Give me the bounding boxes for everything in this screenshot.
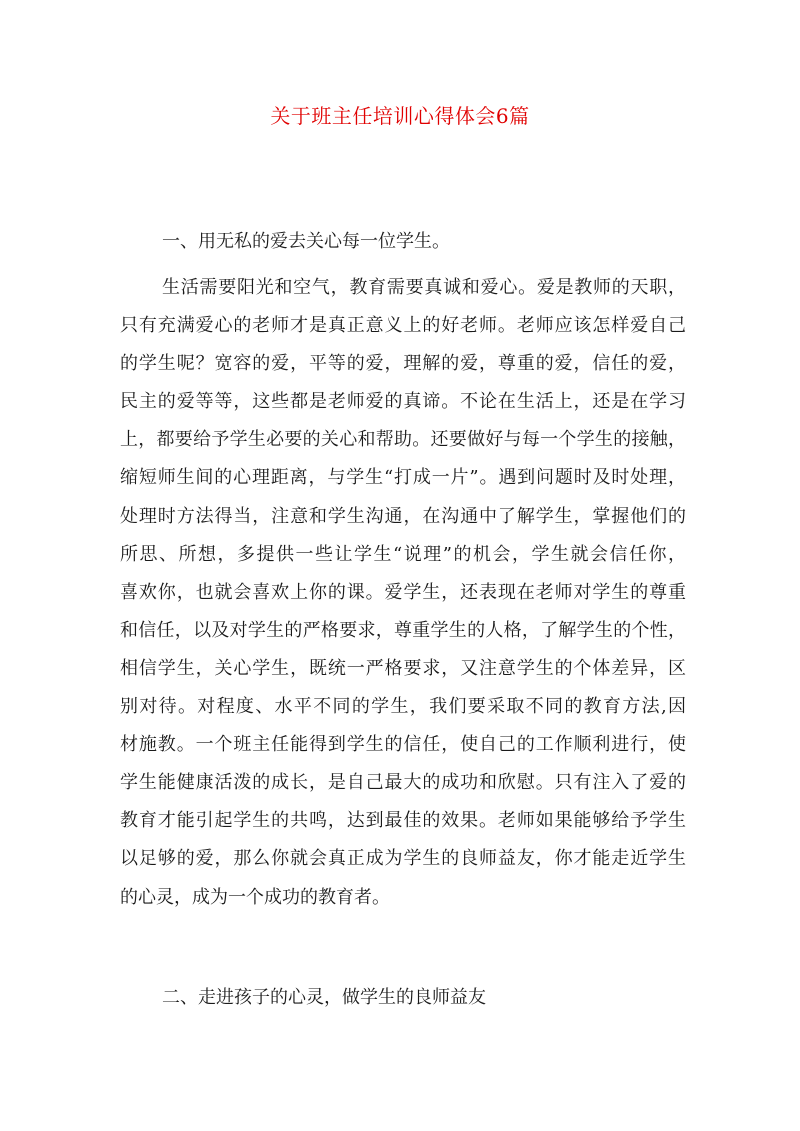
paragraph-line: 的心灵，成为一个成功的教育者。 bbox=[120, 886, 390, 908]
paragraph-line: 所思、所想，多提供一些让学生“说理”的机会，学生就会信任你， bbox=[120, 543, 686, 565]
document-title: 关于班主任培训心得体会6篇 bbox=[270, 104, 530, 128]
paragraph-1 bbox=[120, 269, 686, 917]
paragraph-line: 缩短师生间的心理距离，与学生“打成一片”。遇到问题时及时处理， bbox=[120, 467, 686, 489]
paragraph-line: 材施教。一个班主任能得到学生的信任，使自己的工作顺利进行，使 bbox=[120, 734, 686, 756]
paragraph-line: 的学生呢？宽容的爱，平等的爱，理解的爱，尊重的爱，信任的爱， bbox=[120, 353, 686, 375]
section-heading-2: 二、走进孩子的心灵，做学生的良师益友 bbox=[162, 987, 486, 1008]
paragraph-line: 以足够的爱，那么你就会真正成为学生的良师益友，你才能走近学生 bbox=[120, 848, 686, 870]
paragraph-line: 只有充满爱心的老师才是真正意义上的好老师。老师应该怎样爱自己 bbox=[120, 315, 686, 337]
paragraph-line: 学生能健康活泼的成长，是自己最大的成功和欣慰。只有注入了爱的 bbox=[120, 772, 686, 794]
paragraph-line: 民主的爱等等，这些都是老师爱的真谛。不论在生活上，还是在学习 bbox=[120, 391, 686, 413]
paragraph-line: 上，都要给予学生必要的关心和帮助。还要做好与每一个学生的接触， bbox=[120, 429, 686, 451]
paragraph-line: 教育才能引起学生的共鸣，达到最佳的效果。老师如果能够给予学生 bbox=[120, 810, 686, 832]
paragraph-line: 相信学生，关心学生，既统一严格要求，又注意学生的个体差异，区 bbox=[120, 657, 686, 679]
section-heading-1: 一、用无私的爱去关心每一位学生。 bbox=[162, 231, 450, 252]
paragraph-line: 别对待。对程度、水平不同的学生，我们要采取不同的教育方法,因 bbox=[120, 696, 686, 718]
paragraph-line: 生活需要阳光和空气，教育需要真诚和爱心。爱是教师的天职， bbox=[162, 277, 686, 298]
paragraph-line: 喜欢你，也就会喜欢上你的课。爱学生，还表现在老师对学生的尊重 bbox=[120, 581, 686, 603]
paragraph-line: 和信任，以及对学生的严格要求，尊重学生的人格，了解学生的个性， bbox=[120, 619, 686, 641]
paragraph-line: 处理时方法得当，注意和学生沟通，在沟通中了解学生，掌握他们的 bbox=[120, 505, 686, 527]
